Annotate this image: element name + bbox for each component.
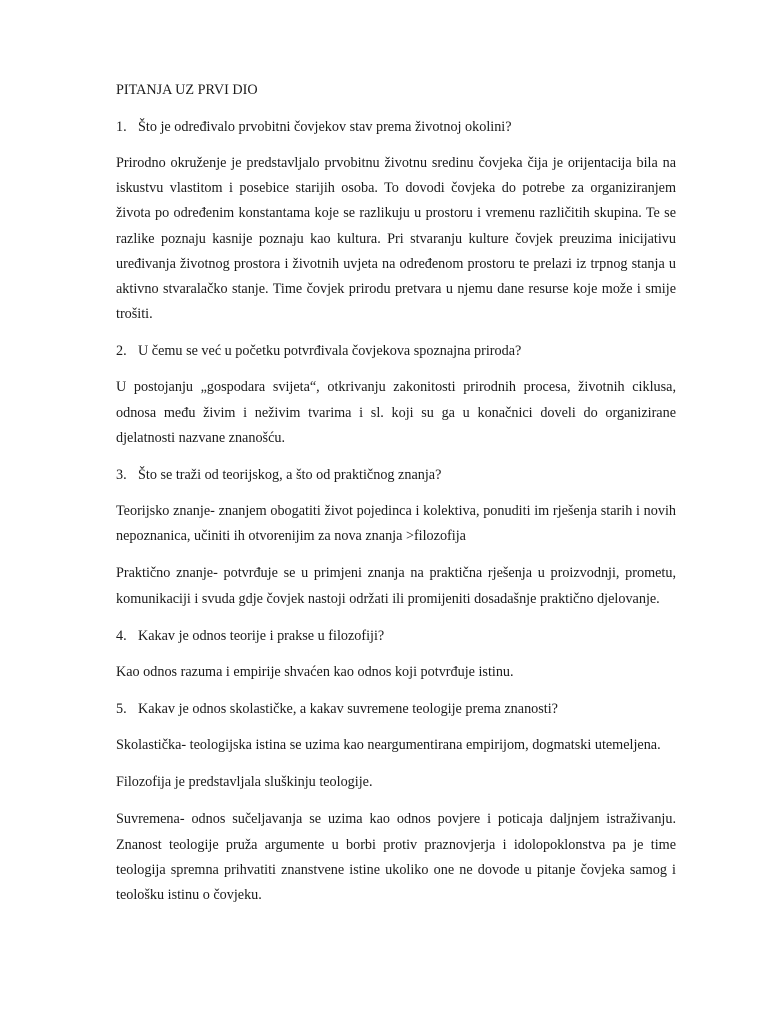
question-number: 2.	[116, 343, 127, 360]
answer-paragraph: Kao odnos razuma i empirije shvaćen kao odnos koji potvrđuje istinu.	[116, 663, 514, 680]
question-text: Što se traži od teorijskog, a što od praktičnog znanja?	[138, 467, 442, 484]
question-text: U čemu se već u početku potvrđivala čovjekova spoznajna priroda?	[138, 343, 522, 360]
question-number: 5.	[116, 701, 127, 718]
question-number: 4.	[116, 627, 127, 644]
question-text: Kakav je odnos skolastičke, a kakav suvremene teologije prema znanosti?	[138, 701, 558, 718]
answer-paragraph: Praktično znanje- potvrđuje se u primjeni znanja na praktična rješenja u proizvodnji, prometu, komunikaciji i svuda gdje čovjek nastoji održati ili promijeniti dosadašnje praktično djelovanje.	[116, 565, 676, 607]
document-title: PITANJA UZ PRVI DIO	[116, 82, 258, 98]
question-1	[116, 115, 676, 139]
answer-paragraph: Teorijsko znanje- znanjem obogatiti život pojedinca i kolektiva, ponuditi im rješenja starih i novih nepoznanica, učiniti ih otvorenijim za nova znanja >filozofija	[116, 503, 676, 545]
answer-paragraph: U postojanju „gospodara svijeta“, otkrivanju zakonitosti prirodnih procesa, životnih ciklusa, odnosa među živim i neživim tvarima i sl. koji su ga u konačnici doveli do organizirane djelatnosti nazvane znanošću.	[116, 379, 676, 446]
question-text: Kakav je odnos teorije i prakse u filozofiji?	[138, 627, 385, 644]
question-text: Što je određivalo prvobitni čovjekov stav prema životnoj okolini?	[138, 119, 512, 135]
answer-paragraph: Suvremena- odnos sučeljavanja se uzima kao odnos povjere i poticaja daljnjem istraživanju. Znanost teologije pruža argumente u borbi protiv praznovjerja i idolopoklonstva pa je time teologija spremna prihvatiti znanstvene istine ukoliko one ne dovode u pitanje čovjeka samog i teološku istinu o čovjeku.	[116, 811, 676, 904]
answer-paragraph: Prirodno okruženje je predstavljalo prvobitnu životnu sredinu čovjeka čija je orijentacija bila na iskustvu vlastitom i posebice starijih osoba. To dovodi čovjeka do potrebe za organiziranjem života po određenim konstantama koje se razlikuju u prostoru i vremenu različitih skupina. Te se razlike poznaju kasnije poznaju kao kultura. Pri stvaranju kulture čovjek preuzima inicijativu uređivanja životnog prostora i životnih uvjeta na određenom prostoru te prelazi iz trpnog stanja u aktivno stvaralačko stanje. Time čovjek prirodu pretvara u njemu dane resurse koje može i smije trošiti.	[116, 155, 676, 323]
question-number: 3.	[116, 467, 127, 484]
question-4	[116, 624, 676, 648]
question-number: 1.	[116, 119, 127, 135]
answer-paragraph: Skolastička- teologijska istina se uzima kao neargumentirana empirijom, dogmatski utemeljena.	[116, 737, 661, 754]
document-page	[116, 78, 676, 920]
question-2	[116, 339, 676, 363]
question-5	[116, 697, 676, 721]
answer-paragraph: Filozofija je predstavljala sluškinju teologije.	[116, 774, 373, 791]
question-3	[116, 463, 676, 487]
